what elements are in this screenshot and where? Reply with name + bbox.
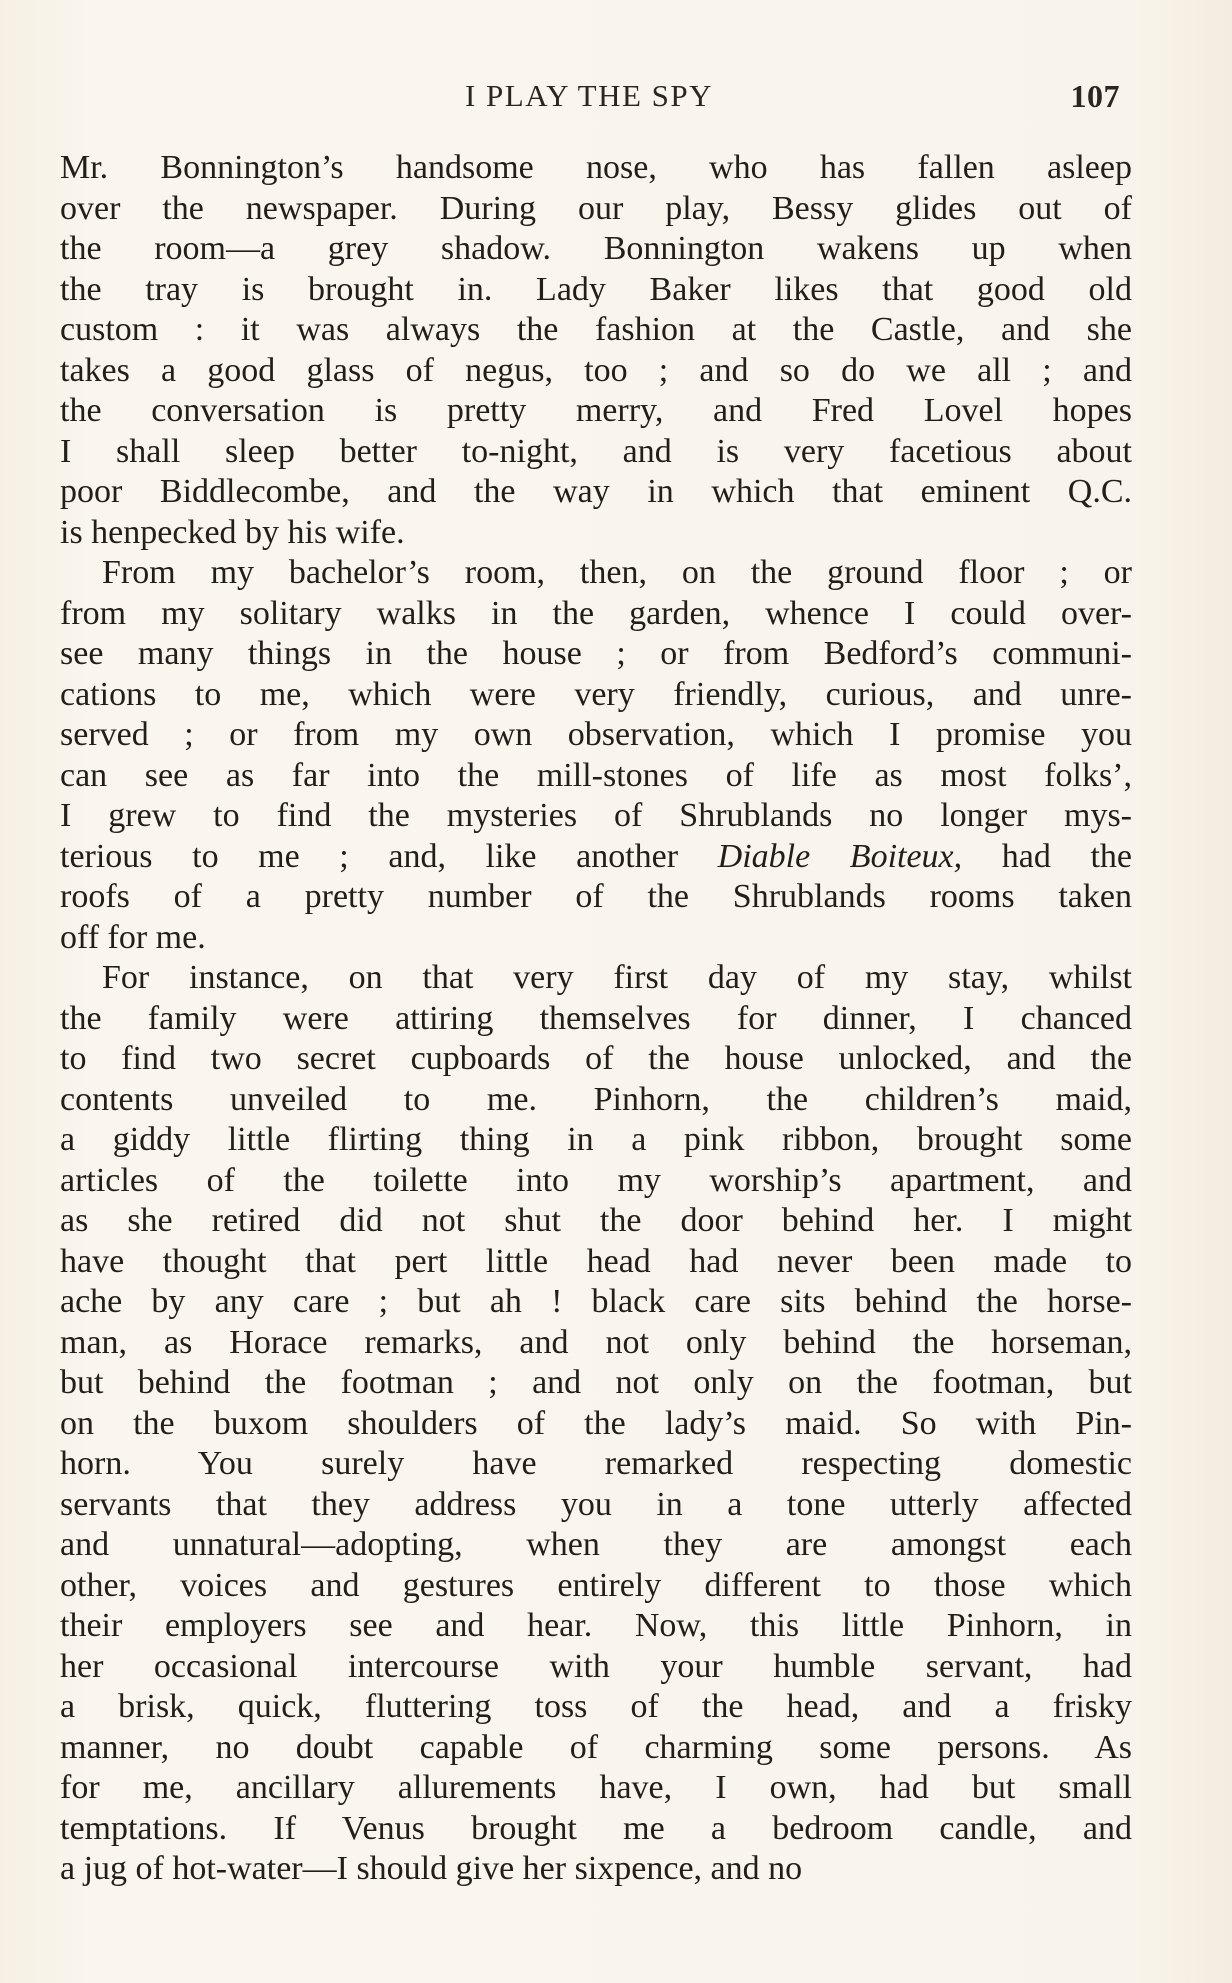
text-line: off for me. bbox=[60, 918, 206, 956]
text-line: on the buxom shoulders of the lady’s maid. So with Pin- bbox=[60, 1404, 1132, 1442]
text-line: roofs of a pretty number of the Shrublands rooms taken bbox=[60, 878, 1132, 915]
text-line: served ; or from my own observation, which I promise you bbox=[60, 716, 1132, 753]
text-line: the tray is brought in. Lady Baker likes that good old bbox=[60, 270, 1132, 308]
text-line: custom : it was always the fashion at the Castle, and she bbox=[60, 311, 1132, 348]
text-line: ache by any care ; but ah ! black care sits behind the horse- bbox=[60, 1283, 1132, 1320]
text-line: the room—a grey shadow. Bonnington wakens up when bbox=[60, 230, 1132, 267]
text-line: I grew to find the mysteries of Shrublands no longer mys- bbox=[60, 797, 1132, 834]
text-line: Mr. Bonnington’s handsome nose, who has fallen asleep bbox=[60, 149, 1132, 186]
text-line: have thought that pert little head had never been made to bbox=[60, 1242, 1132, 1280]
text-line: From my bachelor’s room, then, on the ground floor ; or bbox=[102, 554, 1132, 591]
body-text bbox=[60, 148, 1132, 1890]
text-line: cations to me, which were very friendly, curious, and unre- bbox=[60, 675, 1132, 713]
paragraph bbox=[60, 553, 1132, 958]
text-line: can see as far into the mill-stones of life as most folks’, bbox=[60, 756, 1132, 794]
text-line: articles of the toilette into my worship’s apartment, and bbox=[60, 1161, 1132, 1199]
paragraph bbox=[60, 958, 1132, 1890]
text-line: contents unveiled to me. Pinhorn, the children’s maid, bbox=[60, 1080, 1132, 1118]
text-line: servants that they address you in a tone utterly affected bbox=[60, 1485, 1132, 1523]
text-line: but behind the footman ; and not only on the footman, but bbox=[60, 1364, 1132, 1401]
text-line: takes a good glass of negus, too ; and so do we all ; and bbox=[60, 351, 1132, 389]
text-line: their employers see and hear. Now, this little Pinhorn, in bbox=[60, 1607, 1132, 1644]
chapter-title: I PLAY THE SPY bbox=[464, 78, 714, 113]
italic-title: Diable Boiteux, bbox=[717, 837, 963, 875]
text-line: terious to me ; and, like another Diable Boiteux, had the bbox=[60, 837, 1132, 875]
text-line: manner, no doubt capable of charming some persons. As bbox=[60, 1728, 1132, 1766]
text-line: a jug of hot-water—I should give her sixpence, and no bbox=[60, 1850, 803, 1887]
text-line: a brisk, quick, fluttering toss of the head, and a frisky bbox=[60, 1688, 1132, 1725]
text-line: and unnatural—adopting, when they are amongst each bbox=[60, 1526, 1132, 1563]
text-line: her occasional intercourse with your humble servant, had bbox=[60, 1647, 1132, 1685]
text-line: the conversation is pretty merry, and Fred Lovel hopes bbox=[60, 392, 1132, 429]
text-line: see many things in the house ; or from Bedford’s communi- bbox=[60, 635, 1132, 672]
text-line: horn. You surely have remarked respecting domestic bbox=[60, 1445, 1132, 1482]
text-line: a giddy little flirting thing in a pink ribbon, brought some bbox=[60, 1121, 1132, 1158]
page-number: 107 bbox=[1070, 78, 1120, 114]
running-head bbox=[58, 78, 1120, 122]
text-line: temptations. If Venus brought me a bedroom candle, and bbox=[60, 1809, 1132, 1847]
text-line: as she retired did not shut the door behind her. I might bbox=[60, 1202, 1132, 1239]
text-line: the family were attiring themselves for dinner, I chanced bbox=[60, 999, 1132, 1037]
text-line: other, voices and gestures entirely different to those which bbox=[60, 1566, 1132, 1604]
text-line: for me, ancillary allurements have, I own, had but small bbox=[60, 1769, 1132, 1806]
text-line: from my solitary walks in the garden, whence I could over- bbox=[60, 594, 1132, 632]
text-line: poor Biddlecombe, and the way in which that eminent Q.C. bbox=[60, 473, 1132, 510]
text-line: I shall sleep better to-night, and is very facetious about bbox=[60, 432, 1132, 470]
paragraph bbox=[60, 148, 1132, 553]
text-line: to find two secret cupboards of the house unlocked, and the bbox=[60, 1040, 1132, 1077]
text-line: man, as Horace remarks, and not only behind the horseman, bbox=[60, 1323, 1132, 1361]
text-line: is henpecked by his wife. bbox=[60, 513, 405, 551]
text-line: For instance, on that very first day of my stay, whilst bbox=[102, 959, 1132, 996]
text-line: over the newspaper. During our play, Bessy glides out of bbox=[60, 189, 1132, 227]
